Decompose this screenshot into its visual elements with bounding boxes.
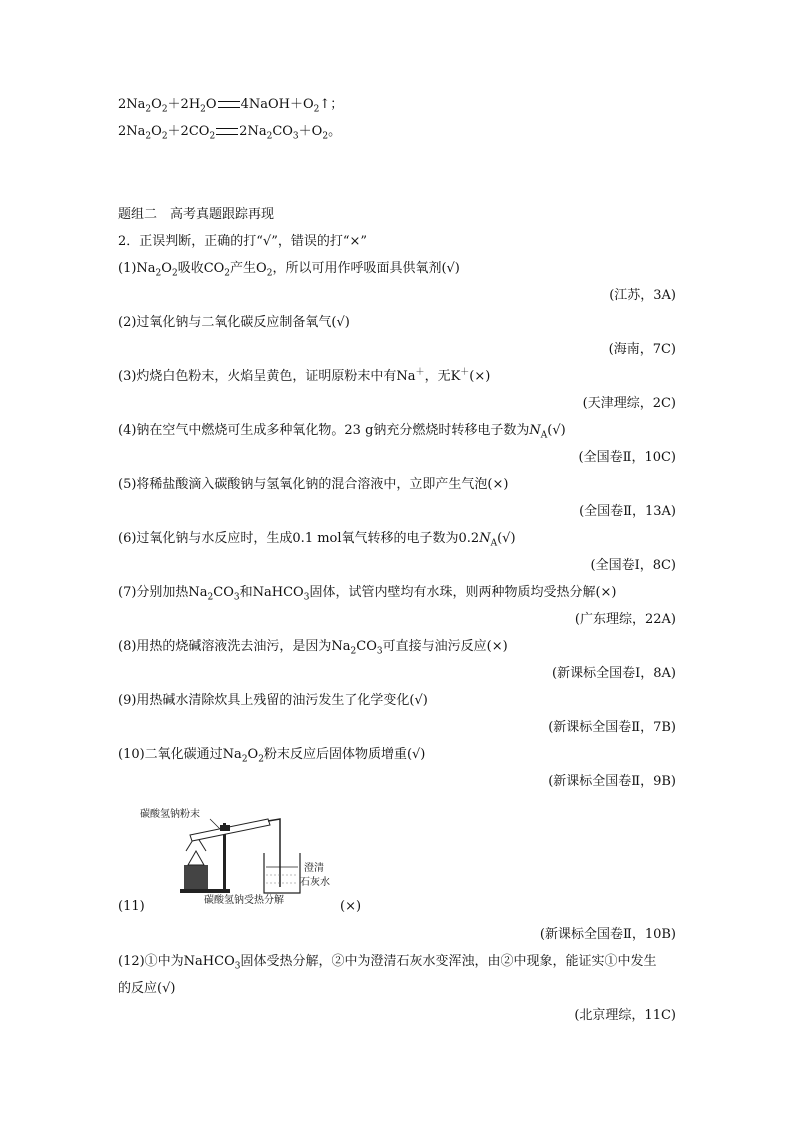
sub: 3: [292, 131, 299, 142]
item-8: [118, 638, 508, 656]
sub: 2: [155, 268, 162, 279]
sub: 3: [303, 592, 310, 603]
eq1-text: 2Na: [118, 97, 146, 112]
avogadro-symbol: N: [479, 531, 491, 546]
item-text: (√): [497, 531, 516, 546]
sub: A: [490, 538, 498, 549]
sub: 2: [266, 268, 273, 279]
item-11-source: (新课标全国卷Ⅱ，10B): [539, 927, 676, 942]
item-4-source: (全国卷Ⅱ，10C): [578, 450, 676, 465]
equation-1: [118, 96, 343, 114]
equation-2: [118, 123, 341, 141]
sup: ＋: [460, 367, 470, 378]
item-text: (×): [469, 369, 491, 384]
item-text: O: [161, 261, 172, 276]
sub: 3: [234, 961, 241, 972]
clamp: [220, 825, 230, 831]
question-intro: 2．正误判断，正确的打“√”，错误的打“×”: [118, 234, 368, 249]
item-text: (√): [547, 423, 566, 438]
sub: 3: [376, 646, 383, 657]
item-7: [118, 584, 616, 602]
item-10: [118, 746, 425, 764]
item-text: 固体，试管内壁均有水珠，则两种物质均受热分解(×): [309, 585, 617, 600]
section-title: 题组二 高考真题跟踪再现: [118, 207, 275, 222]
item-text: (7)分别加热Na: [118, 585, 208, 600]
equals-sign: [216, 128, 238, 135]
sup: ＋: [415, 367, 425, 378]
powder-label: 碳酸氢钠粉末: [140, 809, 200, 820]
item-11-mark: (×): [340, 899, 362, 914]
item-text: (12)①中为NaHCO: [118, 954, 235, 969]
item-text: O: [247, 747, 259, 762]
equals-sign: [218, 101, 240, 108]
sub: 2: [200, 104, 206, 115]
limewater-label-1: 澄清: [304, 863, 324, 874]
delivery-tube: [268, 819, 280, 887]
sub: 2: [161, 131, 168, 142]
eq2-text: CO: [272, 124, 293, 139]
eq1-text: ↑；: [319, 97, 344, 112]
eq2-text: ＋2CO: [167, 124, 210, 139]
item-text: (6)过氧化钠与水反应时，生成0.1 mol氧气转移的电子数为0.2: [118, 531, 480, 546]
item-text: 固体受热分解，②中为澄清石灰水变浑浊，由②中现象，能证实①中发生: [240, 954, 657, 969]
item-3: [118, 368, 490, 386]
item-text: (8)用热的烧碱溶液洗去油污，是因为Na: [118, 639, 351, 654]
item-11-number: (11): [118, 899, 145, 914]
eq2-text: 。: [328, 124, 342, 139]
sub: 2: [258, 754, 264, 765]
item-9-source: (新课标全国卷Ⅱ，7B): [548, 720, 676, 735]
item-text: CO: [356, 639, 377, 654]
item-2: (2)过氧化钠与二氧化碳反应制备氧气(√): [118, 315, 350, 330]
item-1: [118, 260, 460, 278]
limewater-label-2: 石灰水: [300, 877, 330, 888]
item-9: (9)用热碱水清除炊具上残留的油污发生了化学变化(√): [118, 693, 428, 708]
eq1-text: ＋2H: [167, 97, 201, 112]
item-text: ，无K: [424, 369, 461, 384]
item-2-source: (海南，7C): [608, 342, 676, 357]
label-pointer: [210, 819, 220, 829]
sub: 2: [145, 131, 152, 142]
sub: A: [540, 430, 548, 441]
item-4: [118, 422, 566, 440]
item-text: 吸收CO: [177, 261, 225, 276]
sub: 2: [161, 104, 168, 115]
eq2-text: ＋O: [298, 124, 323, 139]
item-text: 产生O: [230, 261, 267, 276]
stand-base: [180, 889, 230, 893]
item-6-source: (全国卷Ⅰ，8C): [590, 558, 676, 573]
sub: 2: [171, 268, 178, 279]
item-3-source: (天津理综，2C): [582, 396, 676, 411]
sub: 2: [241, 754, 248, 765]
item-7-source: (广东理综，22A): [574, 612, 676, 627]
eq1-text: 4NaOH＋O: [240, 97, 314, 112]
sub: 2: [350, 646, 357, 657]
item-text: 粉末反应后固体物质增重(√): [263, 747, 426, 762]
figure-caption: 碳酸氢钠受热分解: [204, 895, 284, 906]
item-5-source: (全国卷Ⅱ，13A): [579, 504, 676, 519]
item-text: (1)Na: [118, 261, 156, 276]
sub: 2: [209, 131, 216, 142]
burner: [184, 865, 208, 889]
item-text: (3)灼烧白色粉末，火焰呈黄色，证明原粉末中有Na: [118, 369, 416, 384]
item-text: 和NaHCO: [239, 585, 304, 600]
sub: 2: [313, 104, 320, 115]
sub: 2: [322, 131, 329, 142]
sub: 2: [266, 131, 273, 142]
eq1-text: O: [151, 97, 162, 112]
eq2-text: 2Na: [118, 124, 146, 139]
item-text: CO: [213, 585, 234, 600]
sub: 3: [233, 592, 240, 603]
item-6: [118, 530, 516, 548]
apparatus-figure: [140, 805, 330, 905]
sub: 2: [207, 592, 214, 603]
item-10-source: (新课标全国卷Ⅱ，9B): [548, 774, 676, 789]
sub: 2: [145, 104, 152, 115]
item-1-source: (江苏，3A): [609, 288, 676, 303]
item-12-source: (北京理综，11C): [574, 1008, 676, 1023]
eq1-text: O: [205, 97, 217, 112]
flame: [188, 851, 204, 865]
avogadro-symbol: N: [529, 423, 541, 438]
item-text: (10)二氧化碳通过Na: [118, 747, 242, 762]
item-12: [118, 953, 657, 971]
eq2-text: O: [151, 124, 162, 139]
eq2-text: 2Na: [239, 124, 267, 139]
item-12-line2: 的反应(√): [118, 981, 176, 996]
item-5: (5)将稀盐酸滴入碳酸钠与氢氧化钠的混合溶液中，立即产生气泡(×): [118, 477, 509, 492]
beaker: [264, 853, 300, 893]
item-text: ，所以可用作呼吸面具供氧剂(√): [272, 261, 460, 276]
item-text: (4)钠在空气中燃烧可生成多种氧化物。23 g钠充分燃烧时转移电子数为: [118, 423, 530, 438]
item-8-source: (新课标全国卷Ⅰ，8A): [552, 666, 676, 681]
item-text: 可直接与油污反应(×): [382, 639, 508, 654]
sub: 2: [224, 268, 231, 279]
